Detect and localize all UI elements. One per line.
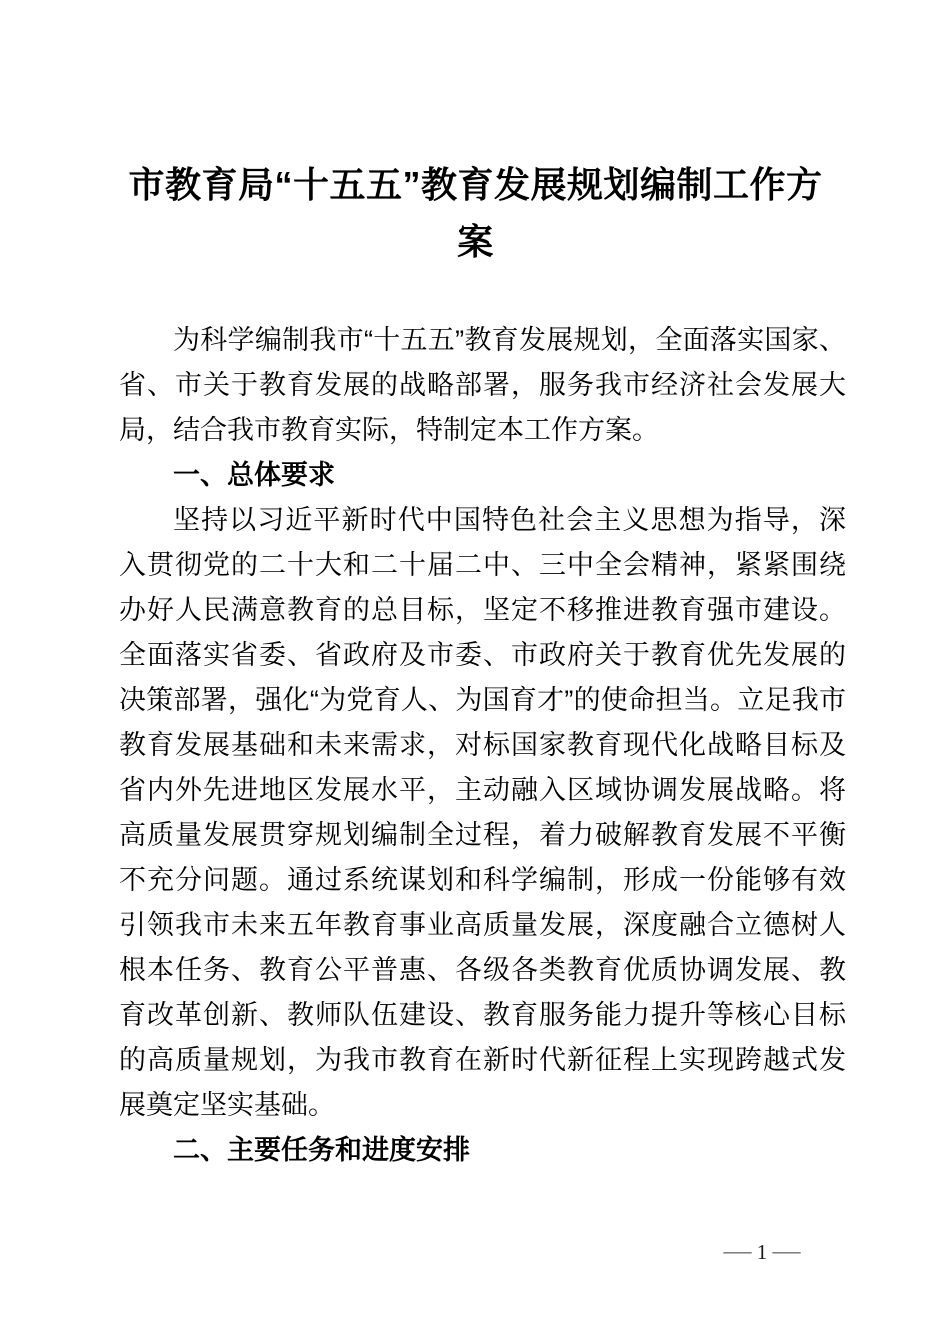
footer-dash-right: — [772,1240,801,1263]
document-body [119,318,846,1173]
page-number: 1 [756,1240,768,1264]
heading-section-2: 二、主要任务和进度安排 [173,1135,470,1165]
heading-section-1: 一、总体要求 [173,460,335,490]
document-title: 市教育局“十五五”教育发展规划编制工作方案 [128,164,823,262]
paragraph-overall-requirements: 坚持以习近平新时代中国特色社会主义思想为指导，深入贯彻党的二十大和二十届二中、三中全会精神，紧紧围绕办好人民满意教育的总目标，坚定不移推进教育强市建设。全面落实省委、省政府及市委、市政府关于教育优先发展的决策部署，强化“为党育人、为国育才”的使命担当。立足我市教育发展基础和未来需求，对标国家教育现代化战略目标及省内外先进地区发展水平，主动融入区域协调发展战略。将高质量发展贯穿规划编制全过程，着力破解教育发展不平衡不充分问题。通过系统谋划和科学编制，形成一份能够有效引领我市未来五年教育事业高质量发展，深度融合立德树人根本任务、教育公平普惠、各级各类教育优质协调发展、教育改革创新、教师队伍建设、教育服务能力提升等核心目标的高质量规划，为我市教育在新时代新征程上实现跨越式发展奠定坚实基础。 [119,505,846,1120]
footer-dash-left: — [723,1240,752,1263]
paragraph-intro: 为科学编制我市“十五五”教育发展规划，全面落实国家、省、市关于教育发展的战略部署，服务我市经济社会发展大局，结合我市教育实际，特制定本工作方案。 [119,325,846,445]
page-footer [710,1236,814,1268]
